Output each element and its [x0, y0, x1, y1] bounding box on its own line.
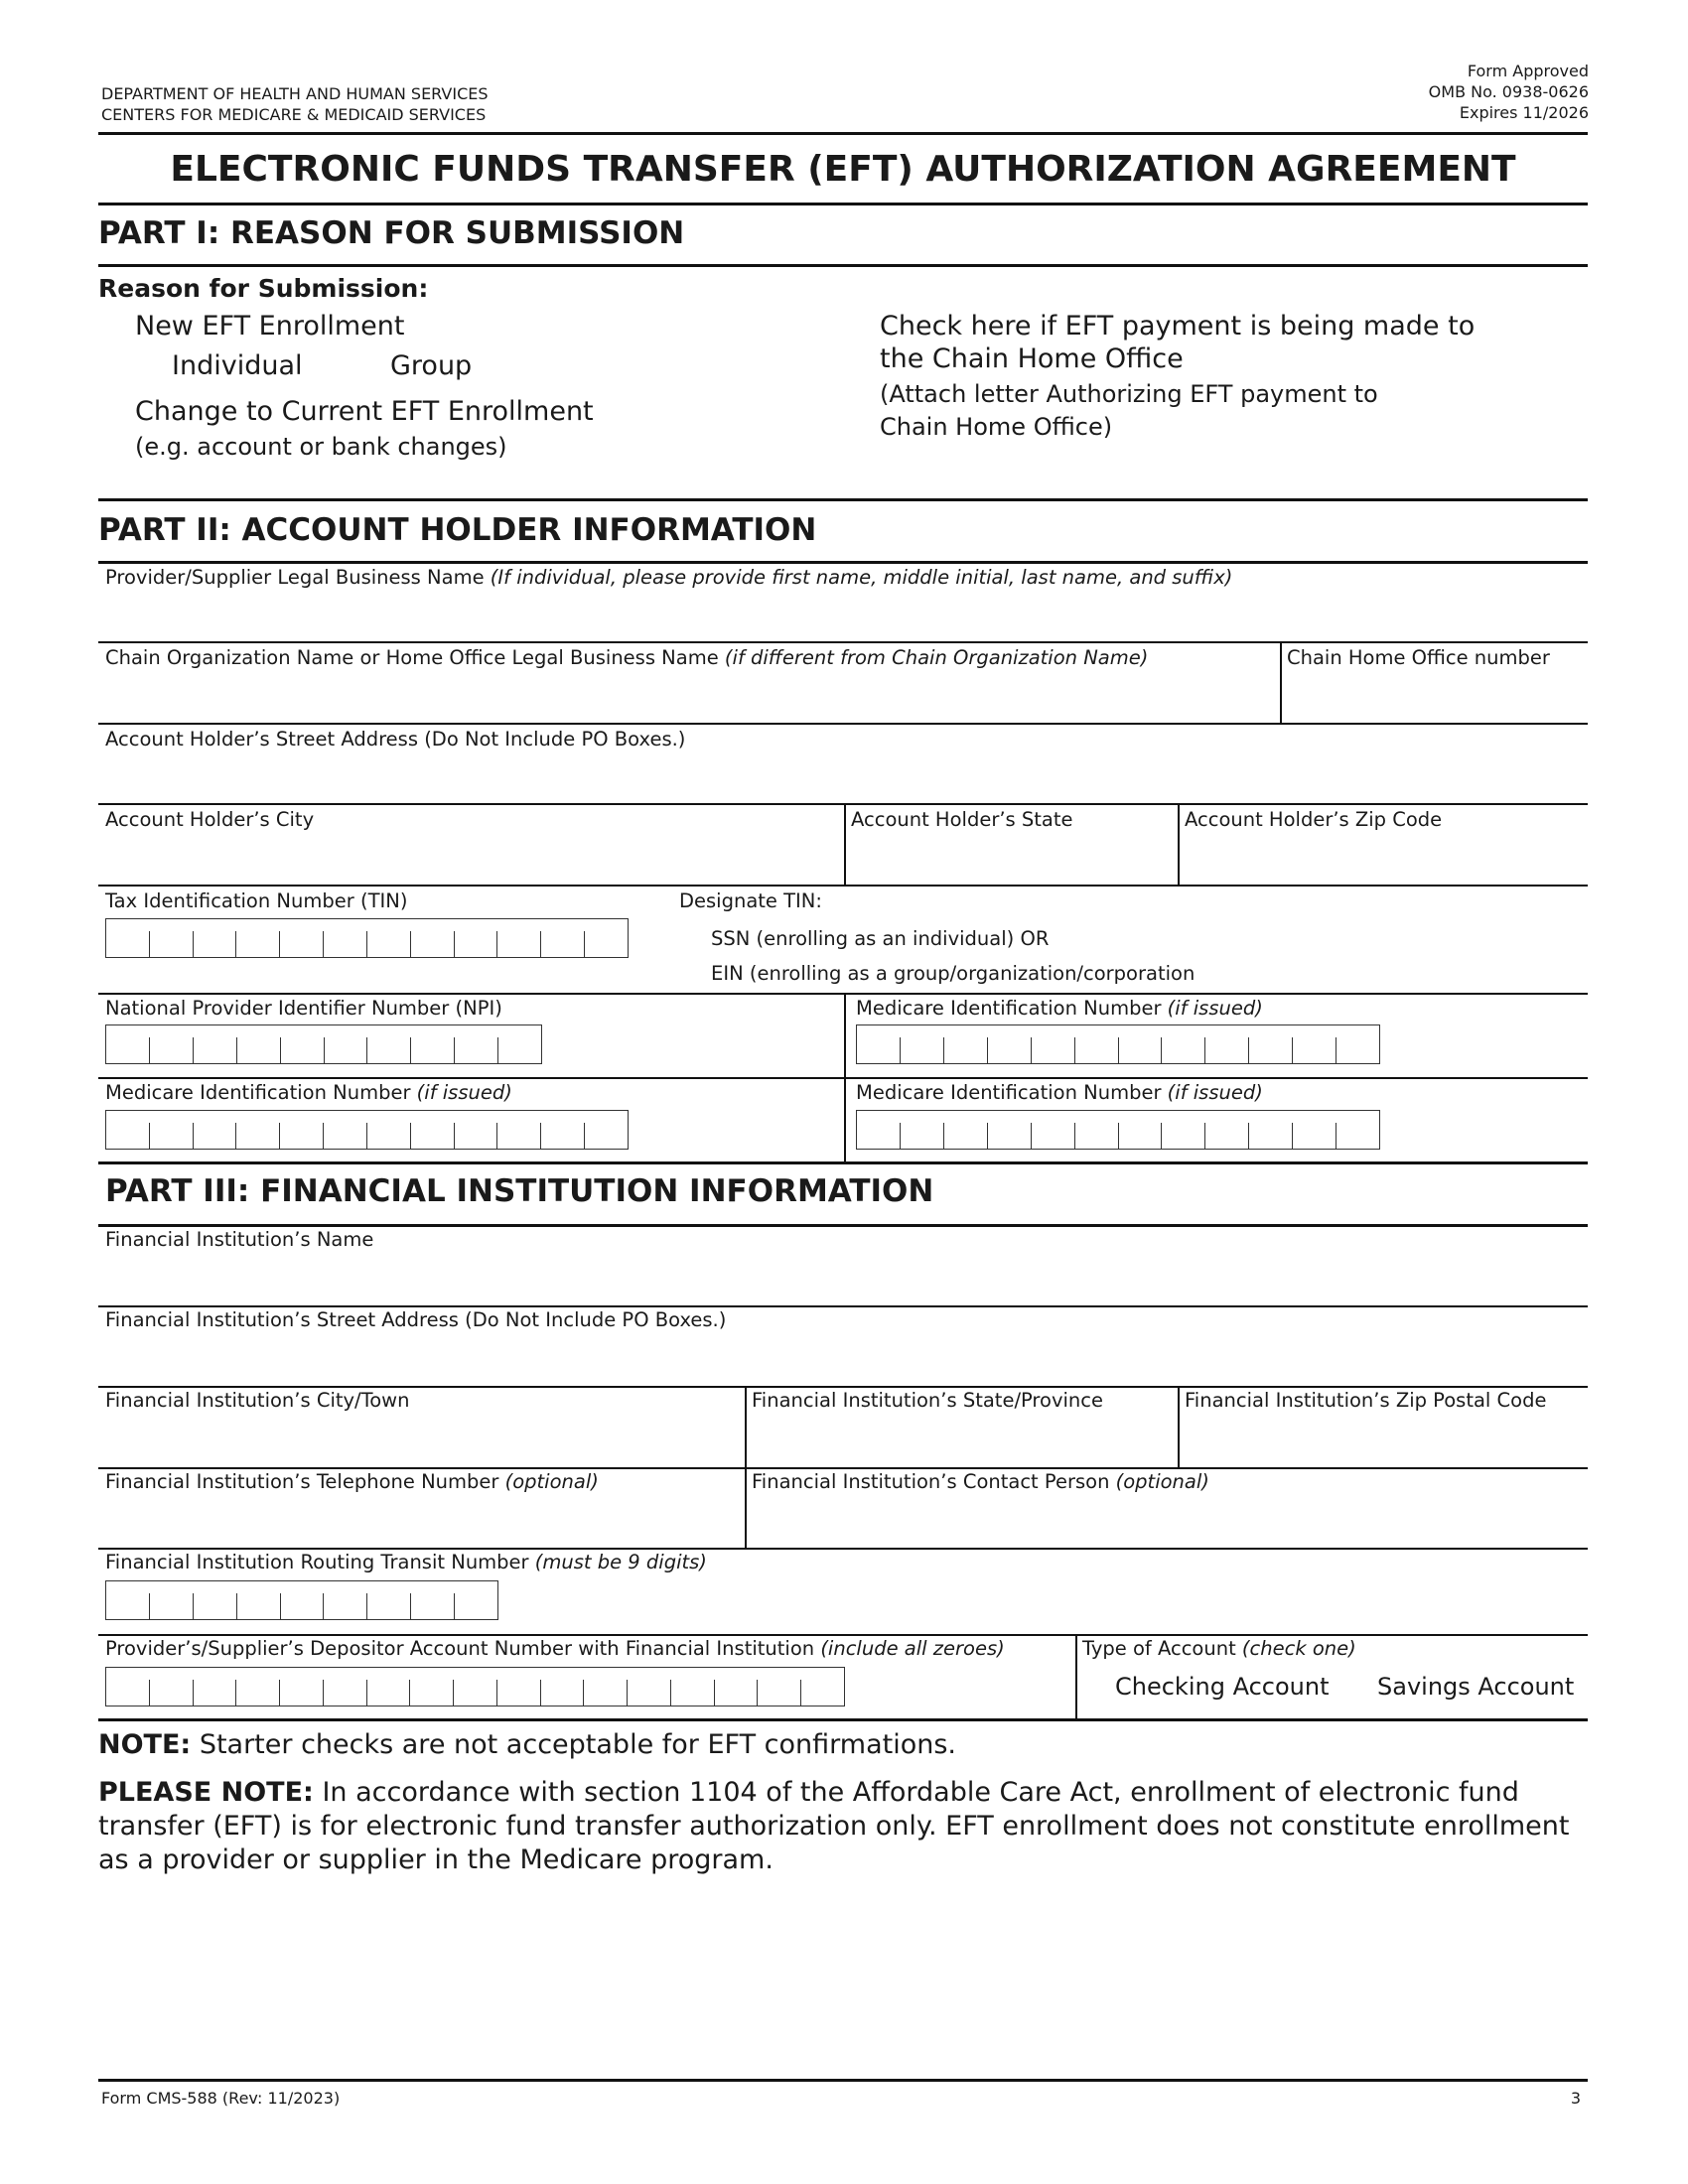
account-number-input[interactable]: [105, 1667, 845, 1706]
divider: [98, 203, 1588, 205]
routing-label: [105, 1551, 707, 1573]
dept-line-1: DEPARTMENT OF HEALTH AND HUMAN SERVICES: [101, 84, 489, 103]
please-note-label: PLEASE NOTE:: [98, 1777, 314, 1808]
divider: [1178, 1387, 1180, 1468]
npi-label: National Provider Identifier Number (NPI): [105, 997, 502, 1020]
chain-home-office-number-field[interactable]: Chain Home Office number: [1287, 646, 1550, 669]
optional-note: (optional): [504, 1470, 599, 1493]
fi-contact-label: Financial Institution’s Contact Person: [752, 1470, 1110, 1493]
legal-name-note: (If individual, please provide first name, middle initial, last name, and suffix): [490, 566, 1233, 589]
type-of-account-label: [1082, 1637, 1356, 1660]
if-issued-note: (if issued): [1167, 997, 1263, 1020]
change-enrollment-option[interactable]: Change to Current EFT Enrollment: [135, 396, 594, 427]
divider: [98, 803, 1588, 805]
divider: [1280, 642, 1282, 724]
fi-state-field[interactable]: Financial Institution’s State/Province: [752, 1389, 1103, 1412]
chain-org-label: Chain Organization Name or Home Office Legal Business Name: [105, 646, 719, 669]
medicare-id-input-1[interactable]: [856, 1024, 1380, 1064]
divider: [98, 1224, 1588, 1227]
divider: [98, 498, 1588, 501]
npi-input[interactable]: [105, 1024, 542, 1064]
divider: [98, 264, 1588, 267]
approval-line-2: OMB No. 0938-0626: [1428, 82, 1589, 101]
medicare-id-label-3: [856, 1081, 1263, 1104]
group-option[interactable]: Group: [390, 350, 473, 381]
divider: [98, 885, 1588, 887]
legal-name-label: Provider/Supplier Legal Business Name: [105, 566, 485, 589]
account-holder-zip-field[interactable]: Account Holder’s Zip Code: [1185, 808, 1443, 831]
note-text: Starter checks are not acceptable for EFT confirmations.: [199, 1729, 956, 1760]
page-number: 3: [1570, 2089, 1581, 2108]
divider: [1178, 804, 1180, 886]
approval-line-3: Expires 11/2026: [1459, 103, 1589, 122]
designate-tin-label: Designate TIN:: [679, 889, 822, 912]
medicare-id-input-3[interactable]: [856, 1110, 1380, 1150]
medicare-id-text: Medicare Identification Number: [105, 1081, 411, 1104]
divider: [98, 1386, 1588, 1388]
please-note-text: In accordance with section 1104 of the Affordable Care Act, enrollment of electronic fund transfer (EFT) is for electronic fund transfer authorization only. EFT enrollment does not constitute enrollment as a provider or supplier in the Medicare program.: [98, 1777, 1570, 1875]
chain-org-note: (if different from Chain Organization Name): [724, 646, 1149, 669]
type-of-account-text: Type of Account: [1082, 1637, 1236, 1660]
medicare-id-input-2[interactable]: [105, 1110, 629, 1150]
dept-line-2: CENTERS FOR MEDICARE & MEDICAID SERVICES: [101, 105, 487, 124]
account-number-label: [105, 1637, 1005, 1660]
fi-street-field[interactable]: Financial Institution’s Street Address (Do Not Include PO Boxes.): [105, 1308, 727, 1331]
fi-zip-field[interactable]: Financial Institution’s Zip Postal Code: [1185, 1389, 1547, 1412]
reason-label: Reason for Submission:: [98, 274, 429, 303]
legal-business-name-field[interactable]: [105, 566, 1232, 589]
account-holder-state-field[interactable]: Account Holder’s State: [851, 808, 1073, 831]
fi-telephone-label: Financial Institution’s Telephone Number: [105, 1470, 499, 1493]
divider: [98, 561, 1588, 564]
ein-option[interactable]: EIN (enrolling as a group/organization/corporation: [711, 962, 1196, 985]
medicare-id-label-1: [856, 997, 1263, 1020]
change-enrollment-note: (e.g. account or bank changes): [135, 433, 507, 461]
divider: [98, 641, 1588, 643]
divider: [98, 132, 1588, 135]
part2-heading: PART II: ACCOUNT HOLDER INFORMATION: [98, 512, 817, 548]
divider: [98, 1548, 1588, 1550]
tin-input[interactable]: [105, 918, 629, 958]
fi-city-field[interactable]: Financial Institution’s City/Town: [105, 1389, 410, 1412]
fi-contact-field[interactable]: [752, 1470, 1209, 1493]
divider: [98, 2079, 1588, 2082]
fi-name-field[interactable]: Financial Institution’s Name: [105, 1228, 374, 1251]
fi-telephone-field[interactable]: [105, 1470, 599, 1493]
routing-label-text: Financial Institution Routing Transit Number: [105, 1551, 529, 1573]
please-note: [98, 1776, 1588, 1877]
divider: [844, 804, 846, 886]
checking-account-option[interactable]: Checking Account: [1115, 1673, 1330, 1701]
part1-heading: PART I: REASON FOR SUBMISSION: [98, 215, 685, 251]
medicare-id-label-2: [105, 1081, 512, 1104]
check-one-note: (check one): [1241, 1637, 1356, 1660]
tin-label: Tax Identification Number (TIN): [105, 889, 408, 912]
chain-attach-note-2: Chain Home Office): [880, 413, 1113, 441]
form-identifier: Form CMS-588 (Rev: 11/2023): [101, 2089, 341, 2108]
omb-approval: [1429, 61, 1589, 123]
divider: [98, 1718, 1588, 1721]
account-number-note: (include all zeroes): [820, 1637, 1005, 1660]
divider: [98, 993, 1588, 995]
routing-number-input[interactable]: [105, 1580, 498, 1620]
chain-attach-note-1: (Attach letter Authorizing EFT payment to: [880, 380, 1378, 408]
divider: [98, 1161, 1588, 1164]
divider: [98, 1634, 1588, 1636]
divider: [98, 1305, 1588, 1307]
starter-checks-note: [98, 1728, 1588, 1762]
savings-account-option[interactable]: Savings Account: [1377, 1673, 1575, 1701]
chain-organization-name-field[interactable]: [105, 646, 1148, 669]
optional-note: (optional): [1115, 1470, 1209, 1493]
new-eft-enrollment-option[interactable]: New EFT Enrollment: [135, 311, 405, 341]
approval-line-1: Form Approved: [1467, 62, 1589, 80]
account-holder-street-field[interactable]: Account Holder’s Street Address (Do Not Include PO Boxes.): [105, 728, 686, 751]
divider: [1075, 1635, 1077, 1719]
medicare-id-text: Medicare Identification Number: [856, 1081, 1162, 1104]
form-title: ELECTRONIC FUNDS TRANSFER (EFT) AUTHORIZATION AGREEMENT: [170, 149, 1516, 190]
if-issued-note: (if issued): [416, 1081, 512, 1104]
routing-note: (must be 9 digits): [534, 1551, 707, 1573]
divider: [98, 1077, 1588, 1079]
medicare-id-text: Medicare Identification Number: [856, 997, 1162, 1020]
divider: [98, 723, 1588, 725]
ssn-option[interactable]: SSN (enrolling as an individual) OR: [711, 927, 1050, 950]
chain-home-office-line2: the Chain Home Office: [880, 343, 1184, 374]
account-number-label-text: Provider’s/Supplier’s Depositor Account Number with Financial Institution: [105, 1637, 815, 1660]
chain-home-office-option[interactable]: Check here if EFT payment is being made to: [880, 311, 1476, 341]
part3-heading: PART III: FINANCIAL INSTITUTION INFORMATION: [105, 1173, 934, 1209]
divider: [98, 1467, 1588, 1469]
if-issued-note: (if issued): [1167, 1081, 1263, 1104]
account-holder-city-field[interactable]: Account Holder’s City: [105, 808, 315, 831]
note-label: NOTE:: [98, 1729, 192, 1760]
department-header: [101, 83, 489, 125]
individual-option[interactable]: Individual: [172, 350, 303, 381]
